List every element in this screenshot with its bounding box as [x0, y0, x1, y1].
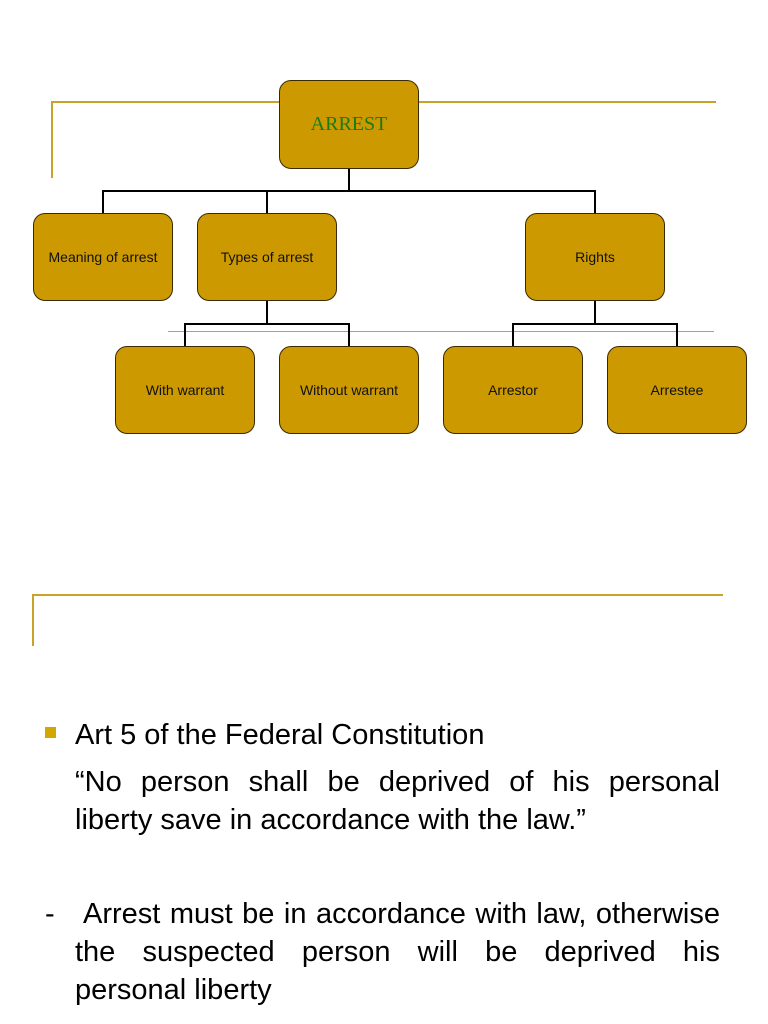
node-rights: Rights — [525, 213, 665, 301]
constitution-quote: “No person shall be deprived of his personal liberty save in accordance with the law.” — [75, 766, 720, 836]
frame-line-lower-vertical — [32, 594, 34, 646]
node-arrestee: Arrestee — [607, 346, 747, 434]
node-with-warrant: With warrant — [115, 346, 255, 434]
node-types-of-arrest: Types of arrest — [197, 213, 337, 301]
arrest-note: Arrest must be in accordance with law, otherwise the suspected person will be deprived his personal liberty — [75, 898, 720, 1006]
node-meaning-of-arrest: Meaning of arrest — [33, 213, 173, 301]
bullet-square-icon — [45, 727, 56, 738]
node-arrestor: Arrestor — [443, 346, 583, 434]
node-without-warrant: Without warrant — [279, 346, 419, 434]
node-arrest: ARREST — [279, 80, 419, 169]
dash-marker: - — [45, 898, 55, 930]
frame-line-lower — [32, 594, 723, 596]
bullet-heading: Art 5 of the Federal Constitution — [75, 719, 485, 751]
